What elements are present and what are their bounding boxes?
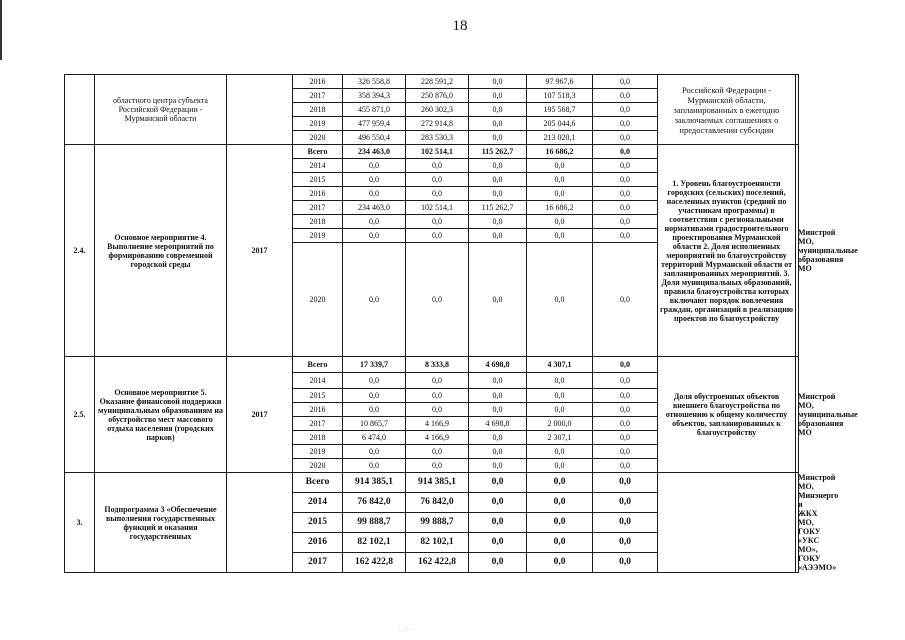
year-cell: 2014 (293, 493, 343, 513)
amount-cell: 0,0 (593, 431, 658, 445)
amount-cell: 0,0 (469, 103, 527, 117)
year-cell: 2020 (293, 459, 343, 473)
amount-cell: 0,0 (469, 173, 527, 187)
amount-cell: 0,0 (343, 243, 406, 357)
amount-cell: 8 333,8 (406, 357, 469, 373)
amount-cell: 0,0 (406, 389, 469, 403)
amount-cell: 0,0 (406, 187, 469, 201)
amount-cell: 0,0 (593, 553, 658, 573)
amount-cell: 0,0 (469, 243, 527, 357)
scan-noise: · . · . (398, 626, 414, 632)
amount-cell: 0,0 (343, 373, 406, 389)
amount-cell: 0,0 (527, 533, 593, 553)
amount-cell: 0,0 (527, 493, 593, 513)
year-cell: 2018 (293, 431, 343, 445)
amount-cell: 10 865,7 (343, 417, 406, 431)
amount-cell: 0,0 (593, 173, 658, 187)
amount-cell: 102 514,1 (406, 145, 469, 159)
amount-cell: 0,0 (527, 403, 593, 417)
amount-cell: 0,0 (343, 229, 406, 243)
amount-cell: 4 698,8 (469, 357, 527, 373)
amount-cell: 0,0 (343, 403, 406, 417)
table-row (65, 357, 799, 373)
year-cell: 2019 (293, 229, 343, 243)
amount-cell: 0,0 (469, 431, 527, 445)
amount-cell: 0,0 (593, 403, 658, 417)
amount-cell: 107 518,3 (527, 89, 593, 103)
amount-cell: 250 876,0 (406, 89, 469, 103)
amount-cell: 4 166,9 (406, 417, 469, 431)
amount-cell: 0,0 (343, 215, 406, 229)
amount-cell: 0,0 (593, 417, 658, 431)
amount-cell: 0,0 (469, 445, 527, 459)
amount-cell: 0,0 (527, 445, 593, 459)
amount-cell: 0,0 (593, 493, 658, 513)
amount-cell: 76 842,0 (343, 493, 406, 513)
amount-cell: 0,0 (593, 229, 658, 243)
indicator-cell: 1. Уровень благоустроенности городских (сельских) поселений, населенных пунктов (средний по участникам программы) в соответствии с региональными нормативами градостроительного проектирования Мурманской области 2. Доля исполненных мероприятий по благоустройству территорий Мурманской области от запланированных мероприятий. 3. Доля муниципальных образований, правила благоустройства которых включают порядок вовлечения граждан, организаций в реализацию проектов по благоустройству (658, 145, 796, 357)
amount-cell: 0,0 (593, 145, 658, 159)
activity-name: Подпрограмма 3 «Обеспечение выполнения государственных функций и оказания государственных (95, 473, 227, 573)
amount-cell: 0,0 (527, 159, 593, 173)
year-cell: 2016 (293, 187, 343, 201)
amount-cell: 2 000,0 (527, 417, 593, 431)
amount-cell: 205 044,6 (527, 117, 593, 131)
amount-cell: 0,0 (469, 89, 527, 103)
amount-cell: 0,0 (406, 459, 469, 473)
year-cell: 2015 (293, 173, 343, 187)
amount-cell: 0,0 (593, 445, 658, 459)
year-cell: 2014 (293, 373, 343, 389)
year-cell: 2020 (293, 131, 343, 145)
amount-cell: 0,0 (469, 389, 527, 403)
amount-cell: 0,0 (593, 459, 658, 473)
amount-cell: 260 302,3 (406, 103, 469, 117)
amount-cell: 162 422,8 (343, 553, 406, 573)
amount-cell: 82 102,1 (343, 533, 406, 553)
amount-cell: 6 474,0 (343, 431, 406, 445)
amount-cell: 4 698,8 (469, 417, 527, 431)
amount-cell: 0,0 (593, 473, 658, 493)
amount-cell: 0,0 (593, 75, 658, 89)
amount-cell: 0,0 (343, 459, 406, 473)
amount-cell: 234 463,0 (343, 145, 406, 159)
amount-cell: 2 307,1 (527, 431, 593, 445)
amount-cell: 0,0 (469, 473, 527, 493)
year-cell: Всего (293, 145, 343, 159)
year-cell: 2016 (293, 403, 343, 417)
indicator-cell: Доля обустроенных объектов внешнего благоустройства по отношению к общему количеству объектов, запланированных к благоустройству (658, 357, 796, 473)
year-cell: 2016 (293, 533, 343, 553)
amount-cell: 76 842,0 (406, 493, 469, 513)
amount-cell: 0,0 (469, 117, 527, 131)
program-table (64, 74, 858, 573)
amount-cell: 0,0 (593, 389, 658, 403)
table-row (65, 473, 799, 493)
year-cell: 2020 (293, 243, 343, 357)
row-number: 2.4. (65, 145, 95, 357)
amount-cell: 914 385,1 (406, 473, 469, 493)
amount-cell: 0,0 (593, 373, 658, 389)
amount-cell: 0,0 (469, 187, 527, 201)
year-cell: 2016 (293, 75, 343, 89)
amount-cell: 0,0 (593, 103, 658, 117)
row-number: 2.5. (65, 357, 95, 473)
amount-cell: 272 914,8 (406, 117, 469, 131)
page-edge-line (0, 0, 2, 60)
amount-cell: 0,0 (593, 243, 658, 357)
amount-cell: 16 686,2 (527, 201, 593, 215)
amount-cell: 0,0 (593, 513, 658, 533)
amount-cell: 99 888,7 (343, 513, 406, 533)
amount-cell: 213 020,1 (527, 131, 593, 145)
table-row (65, 145, 799, 159)
indicator-cell (658, 473, 796, 573)
amount-cell: 0,0 (469, 131, 527, 145)
year-cell: 2017 (293, 417, 343, 431)
amount-cell: 0,0 (527, 459, 593, 473)
year-cell: 2019 (293, 445, 343, 459)
start-year (227, 75, 293, 145)
amount-cell: 4 166,9 (406, 431, 469, 445)
amount-cell: 0,0 (593, 159, 658, 173)
amount-cell: 0,0 (469, 403, 527, 417)
amount-cell: 16 686,2 (527, 145, 593, 159)
amount-cell: 477 959,4 (343, 117, 406, 131)
amount-cell: 162 422,8 (406, 553, 469, 573)
amount-cell: 4 307,1 (527, 357, 593, 373)
amount-cell: 455 871,0 (343, 103, 406, 117)
year-cell: 2017 (293, 201, 343, 215)
amount-cell: 0,0 (593, 533, 658, 553)
executor-cell: Минстрой МО, Минэнерго и ЖКХ МО, ГОКУ «УКС МО», ГОКУ «АЭЭМО» (796, 473, 799, 573)
amount-cell: 0,0 (593, 131, 658, 145)
amount-cell: 0,0 (406, 243, 469, 357)
activity-name: Основное мероприятие 4. Выполнение мероприятий по формированию современной городской среды (95, 145, 227, 357)
amount-cell: 0,0 (469, 229, 527, 243)
amount-cell: 358 394,3 (343, 89, 406, 103)
amount-cell: 326 558,8 (343, 75, 406, 89)
amount-cell: 0,0 (406, 373, 469, 389)
amount-cell: 0,0 (469, 459, 527, 473)
year-cell: 2015 (293, 513, 343, 533)
year-cell: 2017 (293, 553, 343, 573)
year-cell: Всего (293, 357, 343, 373)
amount-cell: 0,0 (527, 389, 593, 403)
amount-cell: 0,0 (527, 373, 593, 389)
amount-cell: 82 102,1 (406, 533, 469, 553)
amount-cell: 115 262,7 (469, 201, 527, 215)
start-year: 2017 (227, 145, 293, 357)
amount-cell: 0,0 (593, 357, 658, 373)
start-year (227, 473, 293, 573)
executor-cell: Минстрой МО, муниципальные образования МО (796, 145, 799, 357)
amount-cell: 0,0 (527, 513, 593, 533)
amount-cell: 0,0 (527, 553, 593, 573)
amount-cell: 0,0 (593, 89, 658, 103)
amount-cell: 0,0 (343, 445, 406, 459)
year-cell: 2017 (293, 89, 343, 103)
amount-cell: 99 888,7 (406, 513, 469, 533)
amount-cell: 234 463,0 (343, 201, 406, 215)
amount-cell: 0,0 (527, 173, 593, 187)
amount-cell: 0,0 (406, 159, 469, 173)
row-number: 3. (65, 473, 95, 573)
amount-cell: 0,0 (527, 215, 593, 229)
amount-cell: 115 262,7 (469, 145, 527, 159)
executor-cell (796, 75, 799, 145)
amount-cell: 0,0 (343, 159, 406, 173)
year-cell: 2018 (293, 103, 343, 117)
year-cell: 2015 (293, 389, 343, 403)
start-year: 2017 (227, 357, 293, 473)
amount-cell: 0,0 (343, 187, 406, 201)
amount-cell: 0,0 (406, 403, 469, 417)
amount-cell: 0,0 (469, 553, 527, 573)
amount-cell: 0,0 (527, 229, 593, 243)
amount-cell: 0,0 (469, 493, 527, 513)
year-cell: Всего (293, 473, 343, 493)
amount-cell: 17 339,7 (343, 357, 406, 373)
amount-cell: 0,0 (469, 513, 527, 533)
amount-cell: 0,0 (593, 187, 658, 201)
amount-cell: 0,0 (469, 215, 527, 229)
amount-cell: 496 550,4 (343, 131, 406, 145)
amount-cell: 0,0 (469, 159, 527, 173)
amount-cell: 0,0 (593, 201, 658, 215)
amount-cell: 914 385,1 (343, 473, 406, 493)
table-row (65, 75, 799, 89)
executor-cell: Минстрой МО, муниципальные образования МО (796, 357, 799, 473)
amount-cell: 0,0 (593, 215, 658, 229)
row-number (65, 75, 95, 145)
amount-cell: 0,0 (406, 173, 469, 187)
amount-cell: 0,0 (469, 373, 527, 389)
amount-cell: 0,0 (527, 243, 593, 357)
year-cell: 2018 (293, 215, 343, 229)
activity-name: областного центра субъекта Российской Федерации - Мурманской области (95, 75, 227, 145)
amount-cell: 0,0 (469, 533, 527, 553)
amount-cell: 0,0 (593, 117, 658, 131)
amount-cell: 283 530,3 (406, 131, 469, 145)
page-number: 18 (452, 18, 468, 34)
amount-cell: 97 967,6 (527, 75, 593, 89)
year-cell: 2014 (293, 159, 343, 173)
amount-cell: 0,0 (343, 389, 406, 403)
amount-cell: 0,0 (343, 173, 406, 187)
amount-cell: 0,0 (469, 75, 527, 89)
amount-cell: 0,0 (406, 445, 469, 459)
amount-cell: 195 568,7 (527, 103, 593, 117)
year-cell: 2019 (293, 117, 343, 131)
amount-cell: 102 514,1 (406, 201, 469, 215)
amount-cell: 0,0 (406, 229, 469, 243)
indicator-cell: Российской Федерации - Мурманской области, запланированных в ежегодно заключаемых соглашениях о предоставлении субсидии (658, 75, 796, 145)
activity-name: Основное мероприятие 5. Оказание финансовой поддержки муниципальным образованиям на обустройство мест массового отдыха населения (городских парков) (95, 357, 227, 473)
amount-cell: 0,0 (527, 187, 593, 201)
amount-cell: 228 591,2 (406, 75, 469, 89)
amount-cell: 0,0 (406, 215, 469, 229)
amount-cell: 0,0 (527, 473, 593, 493)
